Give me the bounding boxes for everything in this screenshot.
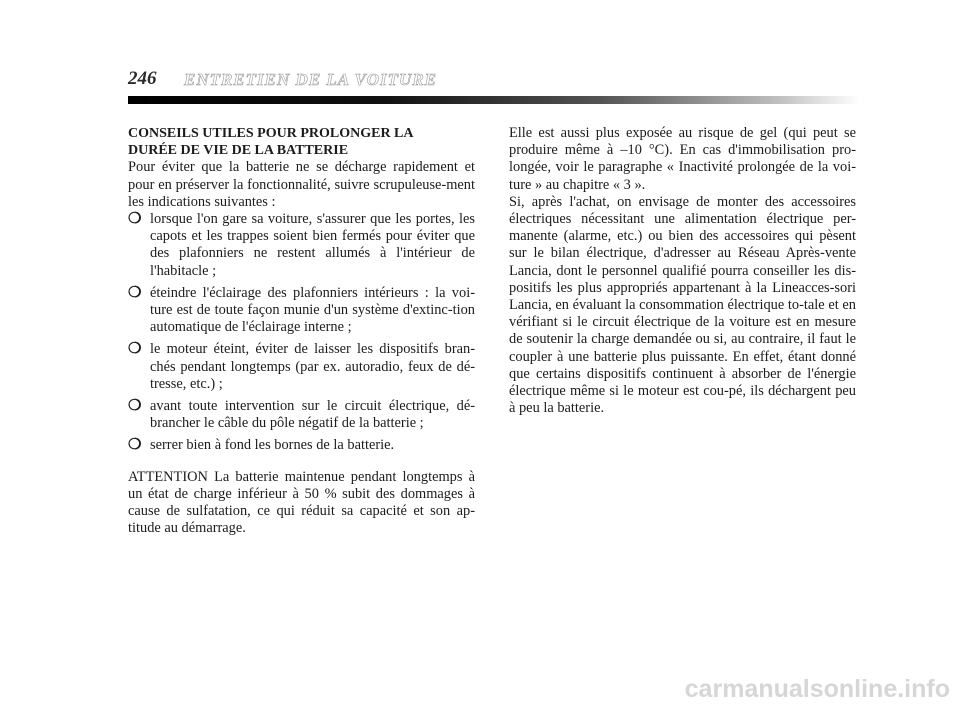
circle-bullet-icon: ❍: [128, 398, 142, 415]
circle-bullet-icon: ❍: [128, 211, 142, 228]
list-item-text: lorsque l'on gare sa voiture, s'assurer que les portes, les capots et les trappes soient bien fermés pour éviter que des plafonniers ne restent allumés à l'intérieur de l'habitacle ;: [150, 211, 475, 279]
watermark: carmanualsonline.info: [684, 675, 950, 703]
circle-bullet-icon: ❍: [128, 437, 142, 454]
list-item-text: avant toute intervention sur le circuit électrique, dé-brancher le câble du pôle négatif de la batterie ;: [150, 398, 475, 432]
list-item: [128, 285, 475, 337]
section-heading-line1: CONSEILS UTILES POUR PROLONGER LA: [128, 126, 414, 141]
right-column: [509, 125, 856, 417]
section-heading-line2: DURÉE DE VIE DE LA BATTERIE: [128, 143, 349, 159]
list-item-text: le moteur éteint, éviter de laisser les dispositifs bran-chés pendant longtemps (par ex. autoradio, feux de dé-tresse, etc.) ;: [150, 341, 475, 392]
circle-bullet-icon: ❍: [128, 284, 142, 301]
list-item: [128, 437, 475, 454]
list-item: [128, 341, 475, 393]
paragraph-frost-risk: Elle est aussi plus exposée au risque de gel (qui peut se produire même à –10 °C). En cas d'immobilisation pro-longée, voir le paragraphe « Inactivité prolongée de la voi-ture » au chapitre « 3 ».: [509, 125, 856, 193]
circle-bullet-icon: ❍: [128, 341, 142, 358]
left-column: [128, 125, 475, 537]
list-item-text: éteindre l'éclairage des plafonniers intérieurs : la voi-ture est de toute façon munie d'un système d'extinc-tion automatique de l'éclairage interne ;: [150, 284, 475, 336]
intro-paragraph: Pour éviter que la batterie ne se décharge rapidement et pour en préserver la fonctionnalité, suivre scrupuleuse-ment les indications suivantes :: [128, 159, 475, 210]
list-item: [128, 211, 475, 280]
header-rule: [128, 96, 860, 104]
warning-paragraph: ATTENTION La batterie maintenue pendant longtemps à un état de charge inférieur à 50 % subit des dommages à cause de sulfatation, ce qui réduit sa capacité et son ap-titude au démarrage.: [128, 468, 475, 537]
list-item-text: serrer bien à fond les bornes de la batterie.: [150, 437, 395, 454]
paragraph-accessories: Si, après l'achat, on envisage de monter des accessoires électriques nécessitant une alimentation électrique per-manente (alarme, etc.) ou bien des accessoires qui pèsent sur le bilan électrique, d'adresser au Réseau Après-vente Lancia, dont le personnel qualifié pourra conseiller les dis-positifs les plus appropriés appartenant à la Lineacces-sori Lancia, en évaluant la consommation électrique to-tale et en vérifiant si le circuit électrique de la voiture est en mesure de soutenir la charge demandée ou si, au contraire, il faut le coupler à une batterie plus puissante. En effet, étant donné que certains dispositifs continuent à absorber de l'énergie électrique même si le moteur est cou-pé, ils déchargent peu à peu la batterie.: [509, 193, 856, 417]
page-number: 246: [128, 68, 157, 89]
section-heading: [128, 125, 475, 159]
tips-list: [128, 211, 475, 455]
running-title: ENTRETIEN DE LA VOITURE: [184, 70, 438, 89]
list-item: [128, 398, 475, 432]
